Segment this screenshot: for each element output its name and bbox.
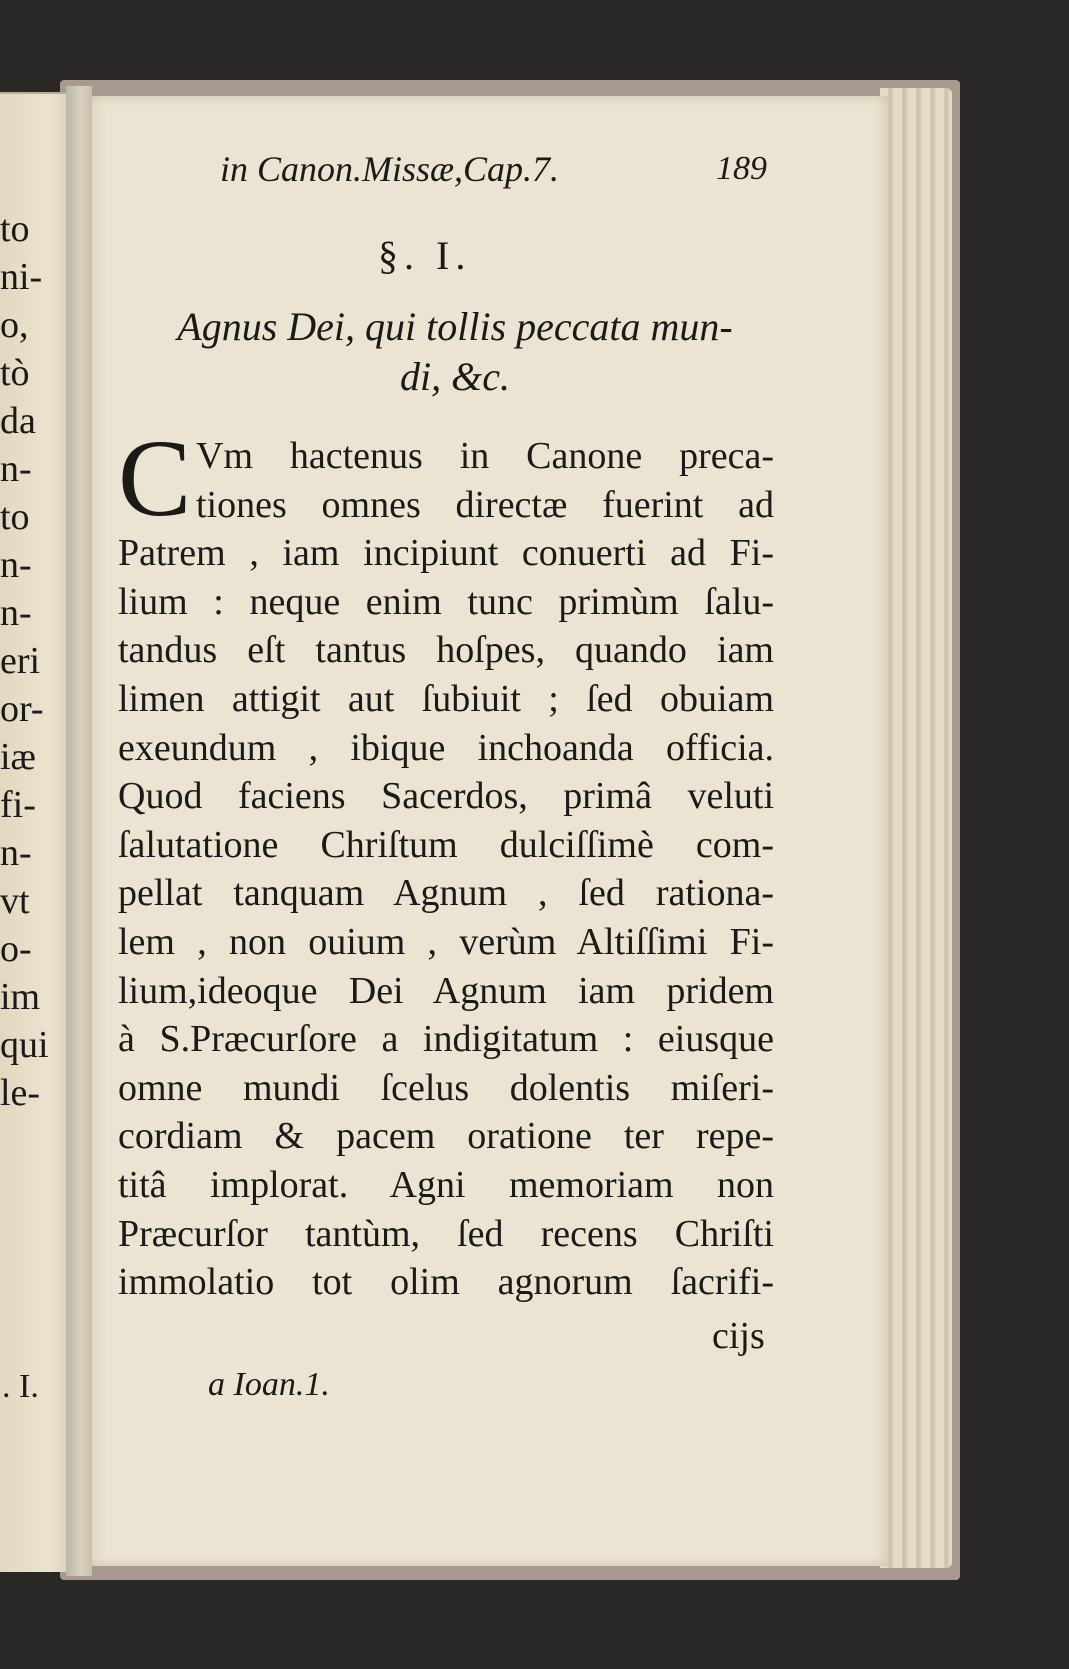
body-line: lium,ideoque Dei Agnum iam pridem: [118, 969, 774, 1012]
body-line: pellat tanquam Agnum , ſed rationa-: [118, 872, 774, 915]
body-text: [118, 432, 774, 1307]
left-line: tò: [0, 352, 30, 394]
running-head: in Canon.Missæ,Cap.7.: [220, 149, 560, 189]
left-line: o,: [0, 304, 29, 346]
page-number: 189: [716, 150, 767, 187]
catchword: cijs: [712, 1315, 765, 1357]
heading-line: Agnus Dei, qui tollis peccata mun-: [177, 304, 733, 349]
left-line: da: [0, 400, 36, 442]
body-line: Patrem , iam incipiunt conuerti ad Fi-: [118, 532, 774, 575]
left-line: im: [0, 976, 41, 1018]
left-line: or-: [0, 688, 44, 730]
left-line: eri: [0, 640, 41, 682]
body-line: cordiam & pacem oratione ter repe-: [118, 1115, 774, 1158]
section-heading: [145, 302, 765, 402]
left-line: qui: [0, 1024, 49, 1066]
left-line: n-: [0, 592, 32, 634]
left-line: n-: [0, 832, 32, 874]
body-line: tiones omnes directæ fuerint ad: [196, 483, 774, 526]
body-line: Quod faciens Sacerdos, primâ veluti: [118, 775, 774, 818]
left-line: iæ: [0, 736, 36, 778]
drop-cap: C: [118, 417, 192, 539]
body-line: omne mundi ſcelus dolentis miſeri-: [118, 1066, 774, 1109]
body-line: immolatio tot olim agnorum ſacrifi-: [118, 1261, 774, 1304]
page-edges: [880, 88, 952, 1568]
left-line: n-: [0, 544, 32, 586]
left-line: fi-: [0, 784, 36, 826]
book-gutter: [66, 86, 92, 1576]
body-line: lium : neque enim tunc primùm ſalu-: [118, 580, 774, 623]
left-line: o-: [0, 928, 32, 970]
body-line: tandus eſt tantus hoſpes, quando iam: [118, 629, 774, 672]
body-line: à S.Præcurſore a indigitatum : eiusque: [118, 1018, 774, 1061]
body-line: Vm hactenus in Canone preca-: [196, 435, 774, 477]
left-page-text: [0, 205, 62, 1117]
left-page-footer: . I.: [2, 1368, 39, 1405]
left-line: ni-: [0, 256, 43, 298]
heading-line: di, &c.: [400, 354, 510, 399]
left-line: to: [0, 496, 30, 538]
body-line: ſalutatione Chriſtum dulciſſimè com-: [118, 823, 774, 866]
body-line: exeundum , ibique inchoanda officia.: [118, 726, 774, 769]
footnote: a Ioan.1.: [208, 1366, 330, 1403]
left-line: le-: [0, 1072, 41, 1114]
left-line: vt: [0, 880, 30, 922]
section-mark: §. I.: [378, 233, 472, 278]
left-line: n-: [0, 448, 32, 490]
body-line: limen attigit aut ſubiuit ; ſed obuiam: [118, 677, 774, 720]
body-line: Præcurſor tantùm, ſed recens Chriſti: [118, 1212, 774, 1255]
body-line: lem , non ouium , verùm Altiſſimi Fi-: [118, 920, 774, 963]
body-line: titâ implorat. Agni memoriam non: [118, 1163, 774, 1206]
left-line: to: [0, 208, 30, 250]
